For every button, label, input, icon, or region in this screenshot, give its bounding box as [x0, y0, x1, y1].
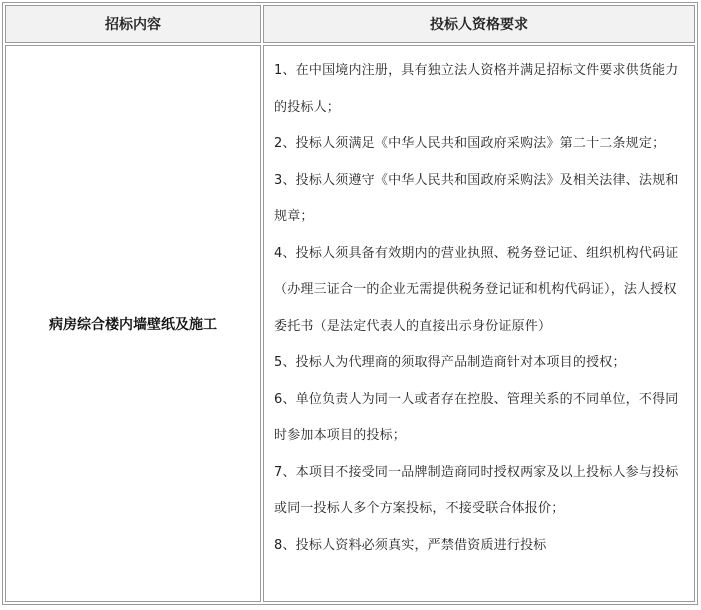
requirements-cell — [263, 45, 695, 602]
requirement-item-4: 4、投标人须具备有效期内的营业执照、税务登记证、组织机构代码证（办理三证合一的企业无需提供税务登记证和机构代码证），法人授权委托书（是法定代表人的直接出示身份证原件） — [274, 245, 679, 334]
qualification-table — [2, 2, 698, 605]
requirement-item-5: 5、投标人为代理商的须取得产品制造商针对本项目的授权； — [274, 355, 626, 370]
header-requirements: 投标人资格要求 — [263, 5, 695, 43]
requirement-item-6: 6、单位负责人为同一人或者存在控股、管理关系的不同单位，不得同时参加本项目的投标； — [274, 391, 679, 443]
requirement-item-7: 7、本项目不接受同一品牌制造商同时授权两家及以上投标人参与投标或同一投标人多个方案投标，不接受联合体报价； — [274, 464, 679, 516]
header-row — [5, 5, 695, 43]
requirement-item-8: 8、投标人资料必须真实，严禁借资质进行投标 — [274, 537, 547, 553]
header-content: 招标内容 — [5, 5, 261, 43]
requirement-item-2: 2、投标人须满足《中华人民共和国政府采购法》第二十二条规定； — [274, 136, 666, 151]
requirement-item-1: 1、在中国境内注册，具有独立法人资格并满足招标文件要求供货能力的投标人； — [274, 63, 679, 115]
body-row — [5, 45, 695, 602]
subject-cell: 病房综合楼内墙壁纸及施工 — [5, 45, 261, 602]
requirement-item-3: 3、投标人须遵守《中华人民共和国政府采购法》及相关法律、法规和规章； — [274, 172, 679, 224]
